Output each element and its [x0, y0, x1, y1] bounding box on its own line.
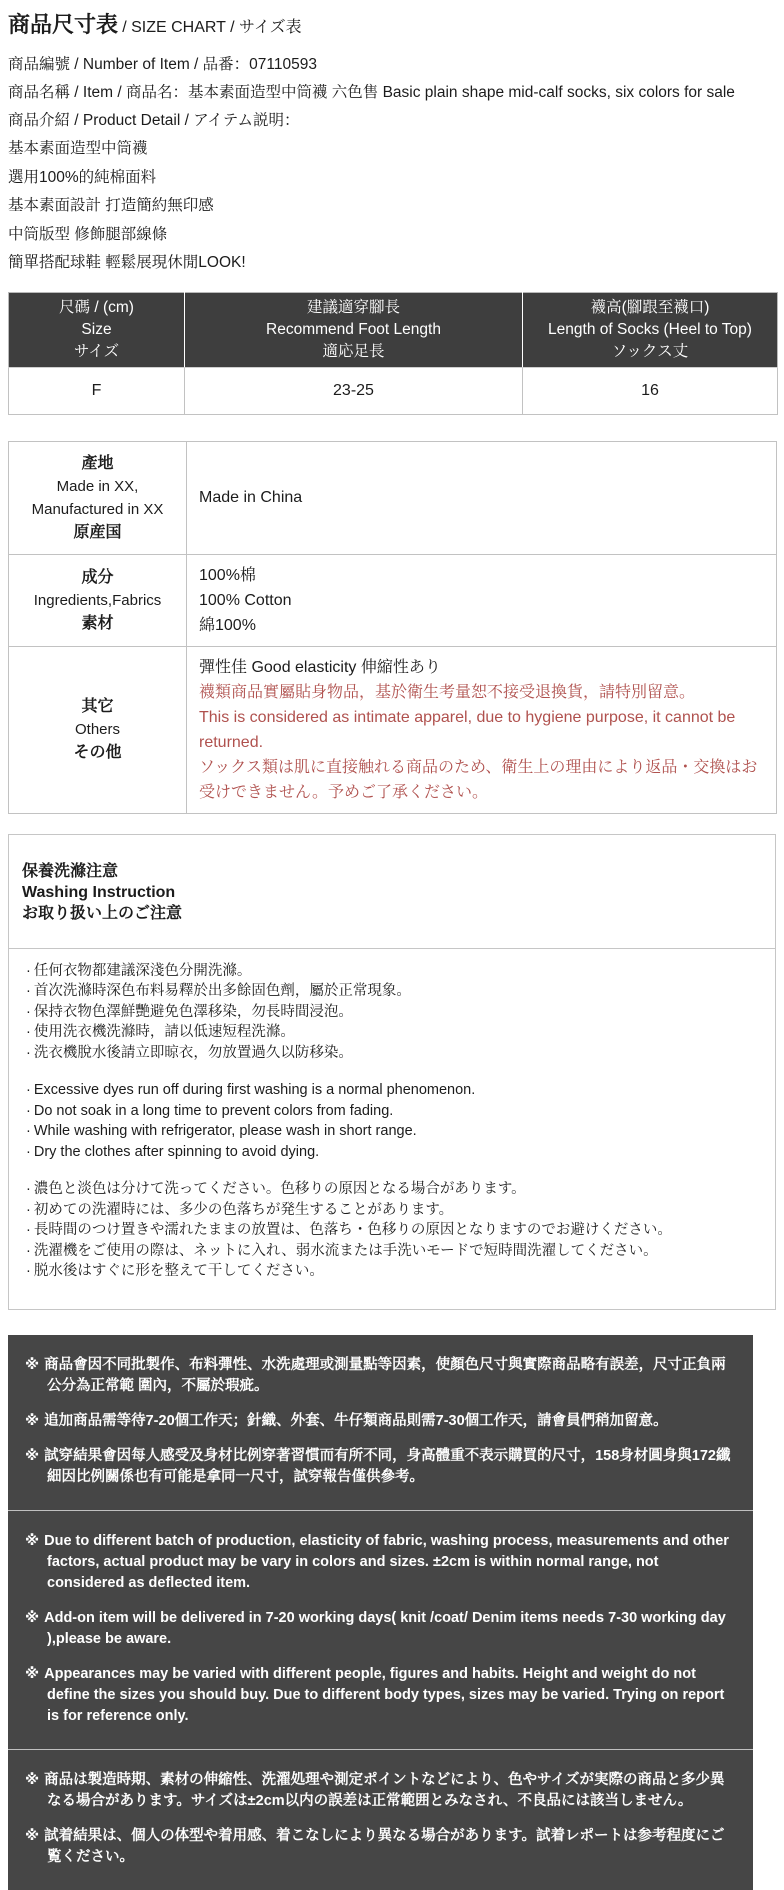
bullet-marker: · [26, 1242, 31, 1259]
washing-bullet [22, 1142, 762, 1163]
label-line: 產地 [81, 454, 114, 472]
washing-instruction-title [9, 835, 775, 949]
detail-line: 選用100%的純棉面料 [8, 168, 157, 186]
note-marker: ※ [25, 1356, 40, 1373]
header-line: 適応足長 [322, 342, 385, 360]
value-line: 100% Cotton [199, 591, 292, 609]
sock-height-value: 16 [523, 367, 778, 414]
note [25, 1826, 737, 1868]
bullet-marker: · [26, 1143, 31, 1160]
origin-value [187, 441, 777, 554]
washing-bullet [22, 1002, 762, 1023]
bullet-marker: · [26, 1181, 31, 1197]
header-line: 建議適穿腳長 [306, 298, 400, 316]
note-text: 試着結果は、個人の体型や着用感、着こなしにより異なる場合があります。試着レポートは参考程度にご覧ください。 [44, 1827, 725, 1865]
note-marker: ※ [25, 1412, 40, 1429]
page-title [8, 10, 777, 43]
ingredients-row [9, 554, 777, 646]
item-number-line: 商品編號 / Number of Item / 品番：07110593 [8, 56, 317, 73]
note-text: 商品會因不同批製作、布料彈性、水洗處理或測量點等因素，使顏色尺寸與實際商品略有誤差，尺寸正負兩公分為正常範 圍內，不屬於瑕疵。 [44, 1356, 726, 1394]
disclaimer-notes-section [8, 1335, 753, 1890]
note-marker: ※ [25, 1609, 40, 1626]
washing-bullet [22, 1241, 762, 1262]
size-chart-header-row [9, 292, 778, 367]
hygiene-warning-en: This is considered as intimate apparel, due to hygiene purpose, it cannot be returned. [199, 708, 736, 751]
bullet-marker: · [26, 1222, 31, 1238]
others-row [9, 646, 777, 813]
note-text: 商品は製造時期、素材の伸縮性、洗濯処理や測定ポイントなどにより、色やサイズが実際の商品と多少異なる場合があります。サイズは±2cm以内の誤差は正常範囲とみなされ、不良品には該当しません。 [44, 1771, 725, 1809]
label-line: Made in XX, Manufactured in XX [31, 477, 164, 518]
washing-title-ja: お取り扱い上のご注意 [22, 904, 183, 922]
item-name-line: 商品名稱 / Item / 商品名：基本素面造型中筒襪 六色售 Basic plain shape mid-calf socks, six colors for sale [8, 84, 735, 101]
bullet-text: 濃色と淡色は分けて洗ってください。色移りの原因となる場合があります。 [33, 1181, 526, 1197]
note-text: Due to different batch of production, elasticity of fabric, washing process, measurements and other factors, actual product may be vary in colors and sizes. ±2cm is within normal range, not considered as deflected item. [44, 1532, 729, 1591]
detail-line: 基本素面設計 打造簡約無印感 [8, 197, 214, 214]
bullet-text: 洗濯機をご使用の際は、ネットに入れ、弱水流または手洗いモードで短時間洗濯してください。 [33, 1242, 658, 1259]
label-line: その他 [73, 744, 122, 761]
header-line: Length of Socks (Heel to Top) [548, 320, 752, 338]
note-marker: ※ [25, 1447, 40, 1464]
origin-label [9, 441, 187, 554]
product-detail-lines [8, 135, 777, 278]
note-text: 試穿結果會因每人感受及身材比例穿著習慣而有所不同，身高體重不表示購買的尺寸，158身材圓身與172纖細因比例關係也有可能是拿同一尺寸，試穿報告僅供參考。 [44, 1447, 731, 1485]
ingredients-label [9, 554, 187, 646]
bullet-marker: · [26, 1044, 31, 1061]
note [25, 1770, 737, 1812]
washing-bullet [22, 961, 762, 982]
detail-line: 基本素面造型中筒襪 [8, 140, 148, 157]
size-chart-table [8, 292, 778, 415]
detail-line: 中筒版型 修飾腿部線條 [8, 225, 168, 243]
header-line: Recommend Foot Length [266, 320, 441, 338]
header-line: 襪高(腳跟至襪口) [590, 298, 710, 316]
bullet-marker: · [26, 1024, 31, 1040]
foot-length-value: 23-25 [185, 367, 523, 414]
bullet-marker: · [26, 1263, 31, 1279]
bullet-marker: · [26, 1123, 31, 1139]
label-line: Others [74, 721, 120, 738]
washing-instruction-body [9, 949, 775, 1309]
note [25, 1608, 737, 1650]
washing-bullet [22, 1101, 762, 1122]
header-line: 尺碼 / (cm) [59, 298, 134, 316]
header-line: ソックス丈 [611, 342, 689, 360]
value-line: 100%棉 [199, 566, 256, 584]
bullet-marker: · [26, 962, 31, 979]
hygiene-warning-zh: 襪類商品實屬貼身物品，基於衛生考量恕不接受退換貨，請特別留意。 [199, 683, 696, 701]
note-marker: ※ [25, 1532, 40, 1549]
bullet-text: 洗衣機脫水後請立即晾衣，勿放置過久以防移染。 [33, 1044, 353, 1061]
size-chart-data-row [9, 367, 778, 414]
notes-block-ja [8, 1749, 753, 1890]
hygiene-warning-ja: ソックス類は肌に直接触れる商品のため、衛生上の理由により返品・交換はお受けできません。予めご了承ください。 [199, 758, 758, 801]
washing-bullet [22, 1200, 762, 1221]
header-line: Size [81, 320, 112, 338]
washing-bullet [22, 1121, 762, 1142]
label-line: Ingredients,Fabrics [33, 591, 162, 609]
washing-bullet [22, 1261, 762, 1282]
label-line: 原産国 [73, 523, 122, 541]
washing-title-en: Washing Instruction [22, 883, 176, 901]
washing-bullet [22, 981, 762, 1002]
note-text: 追加商品需等待7-20個工作天；針織、外套、牛仔類商品則需7-30個工作天，請會員們稍加留意。 [44, 1412, 668, 1429]
washing-bullet [22, 1080, 762, 1101]
note-marker: ※ [25, 1827, 40, 1844]
value-line: Made in China [199, 489, 303, 506]
note [25, 1355, 737, 1397]
washing-bullet [22, 1043, 762, 1064]
washing-group-zh [22, 961, 762, 1064]
bullet-text: 任何衣物都建議深淺色分開洗滌。 [33, 962, 252, 979]
bullet-text: 保持衣物色澤鮮艷避免色澤移染，勿長時間浸泡。 [33, 1003, 353, 1020]
foot-length-column-header [185, 292, 523, 367]
note-text: Appearances may be varied with different people, figures and habits. Height and weight do not define the sizes you should buy. Due to different body types, sizes may be varied. Trying on report is for reference only. [44, 1665, 725, 1724]
washing-group-ja [22, 1179, 762, 1282]
note [25, 1411, 737, 1432]
note-marker: ※ [25, 1665, 40, 1682]
others-value [187, 646, 777, 813]
bullet-marker: · [26, 983, 31, 999]
bullet-text: 初めての洗濯時には、多少の色落ちが発生することがあります。 [33, 1201, 454, 1218]
notes-block-en [8, 1510, 753, 1749]
sock-height-column-header [523, 292, 778, 367]
note [25, 1664, 737, 1727]
size-column-header [9, 292, 185, 367]
others-label [9, 646, 187, 813]
notes-block-zh [8, 1335, 753, 1510]
bullet-marker: · [26, 1003, 31, 1020]
value-line: 彈性佳 Good elasticity 伸縮性あり [199, 658, 441, 676]
size-value: F [9, 367, 185, 414]
washing-bullet [22, 1220, 762, 1241]
washing-bullet [22, 1179, 762, 1200]
note-marker: ※ [25, 1771, 40, 1788]
bullet-text: Do not soak in a long time to prevent colors from fading. [33, 1102, 394, 1119]
product-detail-heading: 商品介紹 / Product Detail / アイテム説明： [8, 112, 300, 129]
bullet-marker: · [26, 1082, 31, 1098]
washing-title-zh: 保養洗滌注意 [22, 862, 119, 880]
washing-instruction-box [8, 834, 776, 1310]
label-line: 其它 [81, 698, 114, 715]
note-text: Add-on item will be delivered in 7-20 working days( knit /coat/ Denim items needs 7-30 working day ),please be aware. [44, 1609, 726, 1647]
bullet-marker: · [26, 1201, 31, 1218]
product-info-table [8, 441, 777, 814]
bullet-text: 長時間のつけ置きや濡れたままの放置は、色落ち・色移りの原因となりますのでお避けください。 [33, 1222, 672, 1238]
bullet-text: 使用洗衣機洗滌時，請以低速短程洗滌。 [33, 1024, 295, 1040]
bullet-text: 首次洗滌時深色布料易釋於出多餘固色劑，屬於正常現象。 [33, 983, 411, 999]
value-line: 綿100% [199, 616, 256, 634]
note [25, 1446, 737, 1488]
ingredients-value [187, 554, 777, 646]
bullet-text: While washing with refrigerator, please wash in short range. [33, 1123, 417, 1139]
bullet-text: Dry the clothes after spinning to avoid dying. [33, 1143, 320, 1160]
bullet-marker: · [26, 1102, 31, 1119]
label-line: 素材 [81, 614, 114, 632]
note [25, 1531, 737, 1594]
bullet-text: Excessive dyes run off during first washing is a normal phenomenon. [33, 1082, 476, 1098]
label-line: 成分 [81, 568, 114, 586]
washing-bullet [22, 1022, 762, 1043]
page-title-translations: / SIZE CHART / サイズ表 [122, 19, 302, 36]
detail-line: 簡單搭配球鞋 輕鬆展現休閒LOOK! [8, 254, 246, 271]
origin-row [9, 441, 777, 554]
bullet-text: 脱水後はすぐに形を整えて干してください。 [33, 1263, 324, 1279]
page-title-cjk: 商品尺寸表 [8, 12, 119, 37]
header-line: サイズ [73, 342, 120, 360]
washing-group-en [22, 1080, 762, 1162]
